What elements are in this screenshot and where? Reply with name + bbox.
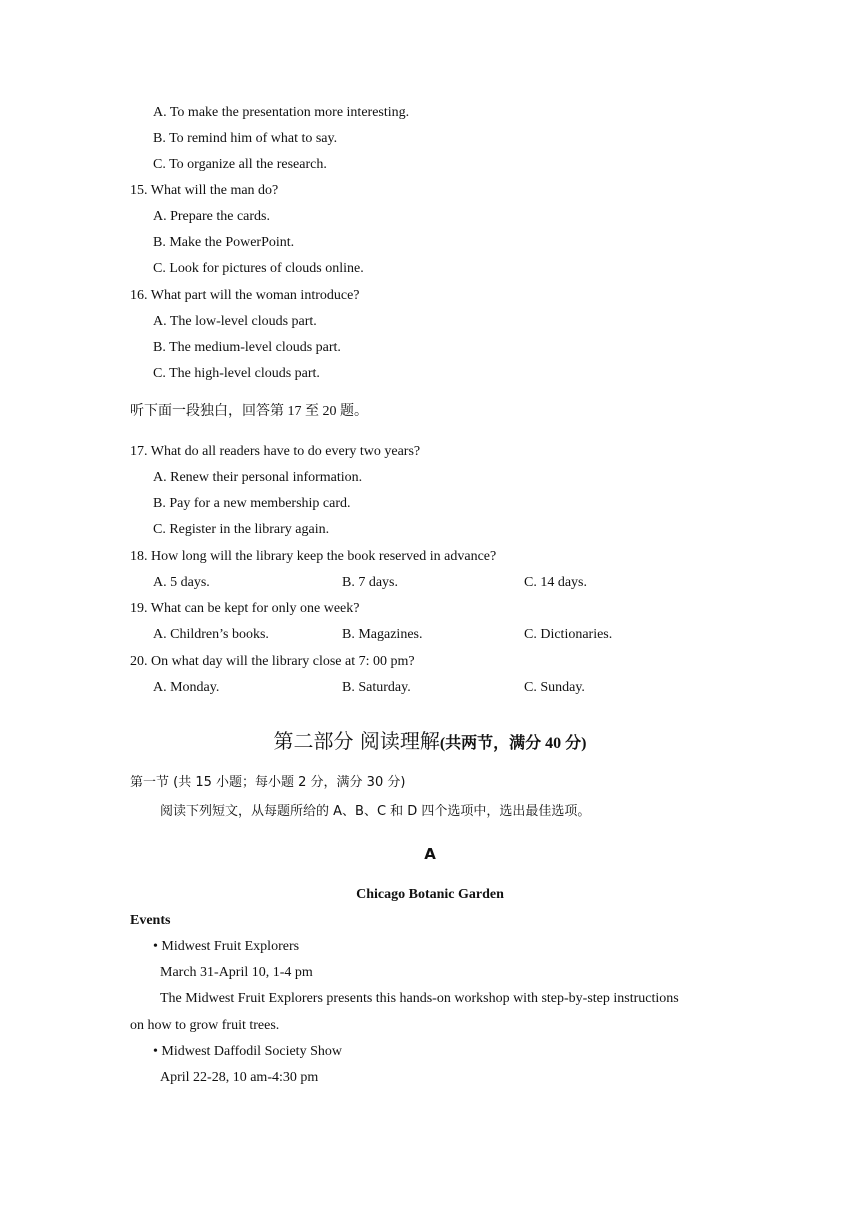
section1-instruction: 阅读下列短文，从每题所给的 A、B、C 和 D 四个选项中，选出最佳选项。 (160, 804, 591, 819)
q20-option-b: B. Saturday. (342, 680, 411, 695)
q19-question: 19. What can be kept for only one week? (130, 601, 360, 616)
event2-name: • Midwest Daffodil Society Show (153, 1044, 342, 1059)
q19-option-c: C. Dictionaries. (524, 627, 613, 642)
event2-time: April 22-28, 10 am-4:30 pm (160, 1070, 319, 1085)
event1-time: March 31-April 10, 1-4 pm (160, 965, 313, 980)
q16-option-a: A. The low-level clouds part. (153, 314, 317, 329)
section1-title: 第一节 (共 15 小题；每小题 2 分，满分 30 分) (130, 775, 406, 790)
q16-question: 16. What part will the woman introduce? (130, 288, 360, 303)
q15-question: 15. What will the man do? (130, 183, 279, 198)
q18-option-a: A. 5 days. (153, 575, 210, 590)
q15-option-b: B. Make the PowerPoint. (153, 235, 295, 250)
events-label: Events (130, 913, 171, 928)
q18-option-b: B. 7 days. (342, 575, 398, 590)
q15-option-a: A. Prepare the cards. (153, 209, 271, 224)
q14-option-a: A. To make the presentation more interesting. (153, 105, 410, 120)
q16-option-c: C. The high-level clouds part. (153, 366, 320, 381)
event1-name: • Midwest Fruit Explorers (153, 939, 300, 954)
event1-desc-line1: The Midwest Fruit Explorers presents this hands-on workshop with step-by-step instructions (160, 991, 679, 1006)
passage-title: Chicago Botanic Garden (356, 887, 504, 902)
part2-title: 第二部分 阅读理解 (273, 729, 440, 753)
q20-option-c: C. Sunday. (524, 680, 585, 695)
q18-question: 18. How long will the library keep the book reserved in advance? (130, 549, 497, 564)
q20-option-a: A. Monday. (153, 680, 220, 695)
q16-option-b: B. The medium-level clouds part. (153, 340, 341, 355)
q17-option-b: B. Pay for a new membership card. (153, 496, 351, 511)
q20-question: 20. On what day will the library close at 7: 00 pm? (130, 654, 415, 669)
q17-option-a: A. Renew their personal information. (153, 470, 363, 485)
q17-question: 17. What do all readers have to do every two years? (130, 444, 421, 459)
q19-option-a: A. Children’s books. (153, 627, 269, 642)
part2-heading (0, 728, 860, 757)
q14-option-b: B. To remind him of what to say. (153, 131, 338, 146)
part2-suffix: (共两节，满分 40 分) (439, 735, 587, 752)
q18-option-c: C. 14 days. (524, 575, 587, 590)
q15-option-c: C. Look for pictures of clouds online. (153, 261, 364, 276)
event1-desc-line2: on how to grow fruit trees. (130, 1018, 280, 1033)
monologue-instruction: 听下面一段独白，回答第 17 至 20 题。 (130, 404, 368, 419)
passage-letter: A (424, 845, 436, 863)
q19-option-b: B. Magazines. (342, 627, 423, 642)
q14-option-c: C. To organize all the research. (153, 157, 327, 172)
q17-option-c: C. Register in the library again. (153, 522, 330, 537)
